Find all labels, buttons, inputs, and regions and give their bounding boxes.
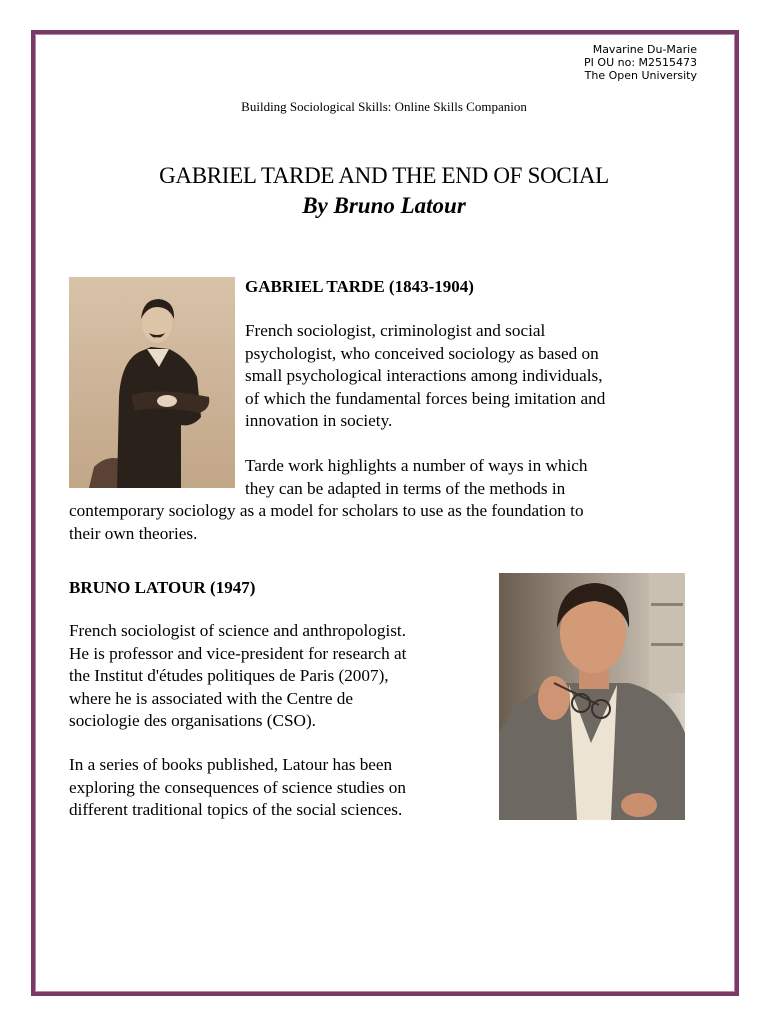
tarde-heading: GABRIEL TARDE (1843-1904) <box>245 277 474 296</box>
text-line: they can be adapted in terms of the methods in <box>245 478 566 498</box>
pi-number: PI OU no: M2515473 <box>584 56 697 69</box>
text-line: of which the fundamental forces being imitation and <box>245 388 606 408</box>
tarde-paragraph-1 <box>245 320 605 433</box>
text-line: contemporary sociology as a model for scholars to use as the foundation to <box>69 501 584 520</box>
latour-paragraph-1 <box>69 620 406 733</box>
document-byline: By Bruno Latour <box>302 193 466 218</box>
text-line: Tarde work highlights a number of ways in which <box>245 456 588 475</box>
text-line: small psychological interactions among individuals, <box>245 366 603 385</box>
text-line: innovation in society. <box>245 411 393 430</box>
text-line: French sociologist of science and anthropologist. <box>69 621 406 640</box>
tarde-paragraph-2 <box>69 455 709 545</box>
text-line: In a series of books published, Latour has been <box>69 755 393 774</box>
document-title: GABRIEL TARDE AND THE END OF SOCIAL <box>159 163 609 188</box>
text-line: exploring the consequences of science studies on <box>69 777 406 797</box>
latour-paragraph-2 <box>69 754 406 822</box>
text-line: psychologist, who conceived sociology as based on <box>245 343 599 363</box>
author-info <box>584 43 697 82</box>
text-line: French sociologist, criminologist and social <box>245 321 546 340</box>
course-subtitle: Building Sociological Skills: Online Skills Companion <box>241 99 527 114</box>
latour-portrait <box>499 573 685 820</box>
author-name: Mavarine Du-Marie <box>592 43 697 56</box>
institution: The Open University <box>584 69 697 82</box>
latour-heading: BRUNO LATOUR (1947) <box>69 578 256 597</box>
text-line: He is professor and vice-president for research at <box>69 643 407 663</box>
text-line: different traditional topics of the social sciences. <box>69 800 403 819</box>
text-line: their own theories. <box>69 523 198 543</box>
text-line: sociologie des organisations (CSO). <box>69 711 316 730</box>
text-line: the Institut d'études politiques de Paris (2007), <box>69 666 389 685</box>
text-line: where he is associated with the Centre de <box>69 688 353 708</box>
